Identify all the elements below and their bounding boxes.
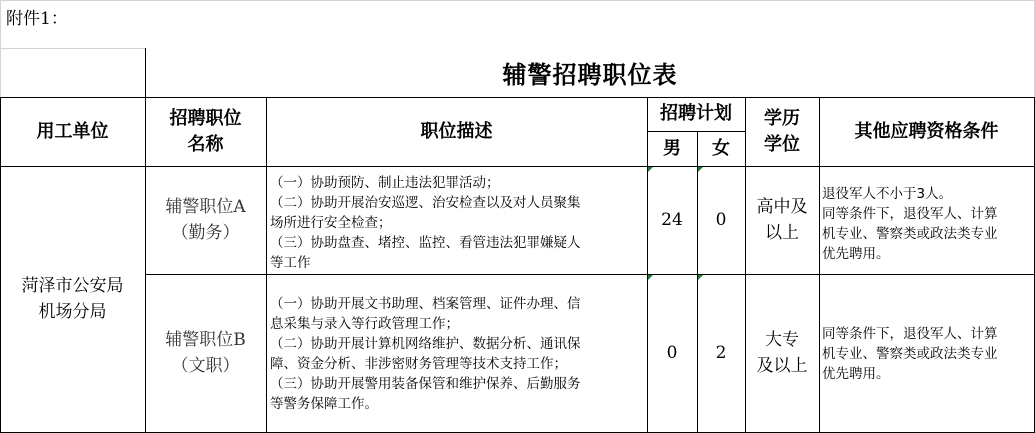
grid-line <box>0 0 1035 1</box>
position-a-education-line2: 以上 <box>765 223 799 243</box>
position-a-education-line1: 高中及 <box>756 197 808 217</box>
border-line <box>145 274 1035 275</box>
position-a-female-count: 0 <box>715 210 727 230</box>
description-line: （一）协助开展文书助理、档案管理、证件办理、信 <box>270 296 581 312</box>
description-line: 等警务保障工作。 <box>270 396 378 412</box>
header-description: 职位描述 <box>420 120 493 142</box>
description-line: （二）协助开展治安巡逻、治安检查以及对人员聚集 <box>270 195 581 211</box>
description-line: 障、资金分析、非涉密财务管理等技术支持工作； <box>270 356 567 372</box>
cell-marker-icon <box>648 275 653 280</box>
unit-name-line1: 菏泽市公安局 <box>21 276 124 296</box>
other-line: 机专业、警察类或政法类专业 <box>822 226 998 242</box>
description-line: （三）协助开展警用装备保管和维护保养、后勤服务 <box>270 376 581 392</box>
other-line: 机专业、警察类或政法类专业 <box>822 346 998 362</box>
header-unit: 用工单位 <box>36 120 109 142</box>
grid-line <box>0 48 145 49</box>
header-position-name-line1: 招聘职位 <box>169 107 242 129</box>
header-position-name-line2: 名称 <box>187 133 224 155</box>
table-title: 辅警招聘职位表 <box>502 60 678 89</box>
position-a-other <box>822 184 1034 264</box>
position-a-education <box>745 166 819 274</box>
unit-name <box>0 166 145 432</box>
description-line: 息采集与录入等行政管理工作； <box>270 316 459 332</box>
unit-name-line2: 机场分局 <box>38 302 107 322</box>
position-b-description <box>270 294 645 414</box>
position-b-male-count: 0 <box>666 343 678 363</box>
cell-marker-icon <box>698 167 703 172</box>
position-a-description <box>270 173 645 273</box>
position-b-female-count: 2 <box>715 343 727 363</box>
description-line: （二）协助开展计算机网络维护、数据分析、通讯保 <box>270 336 581 352</box>
position-b-line2: （文职） <box>171 356 240 376</box>
description-line: 场所进行安全检查； <box>270 215 392 231</box>
position-a-line1: 辅警职位A <box>165 197 246 217</box>
header-plan: 招聘计划 <box>660 103 732 124</box>
position-b-name <box>145 274 266 432</box>
position-a-male-count: 24 <box>661 210 683 230</box>
position-b-education <box>745 274 819 432</box>
other-line: 同等条件下，退役军人、计算 <box>822 206 998 222</box>
cell-marker-icon <box>698 275 703 280</box>
other-line: 优先聘用。 <box>822 366 890 382</box>
description-line: 等工作 <box>270 255 311 271</box>
other-line: 退役军人不小于3人。 <box>822 186 953 202</box>
position-a-line2: （勤务） <box>171 223 240 243</box>
other-line: 优先聘用。 <box>822 246 890 262</box>
other-line: 同等条件下，退役军人、计算 <box>822 326 998 342</box>
description-line: （三）协助盘查、堵控、监控、看管违法犯罪嫌疑人 <box>270 235 581 251</box>
header-education <box>745 97 819 166</box>
description-line: （一）协助预防、制止违法犯罪活动； <box>270 175 500 191</box>
position-b-education-line1: 大专 <box>765 330 799 350</box>
header-other: 其他应聘资格条件 <box>854 120 999 142</box>
position-b-other <box>822 324 1034 384</box>
header-position-name <box>145 97 266 166</box>
header-male: 男 <box>663 137 681 159</box>
attachment-label: 附件1： <box>6 9 68 29</box>
header-female: 女 <box>712 137 730 159</box>
cell-marker-icon <box>648 167 653 172</box>
position-a-name <box>145 166 266 274</box>
position-b-education-line2: 及以上 <box>756 356 808 376</box>
header-education-line2: 学位 <box>764 133 800 155</box>
position-b-line1: 辅警职位B <box>165 330 246 350</box>
grid-line <box>0 0 1 97</box>
header-education-line1: 学历 <box>764 107 800 129</box>
